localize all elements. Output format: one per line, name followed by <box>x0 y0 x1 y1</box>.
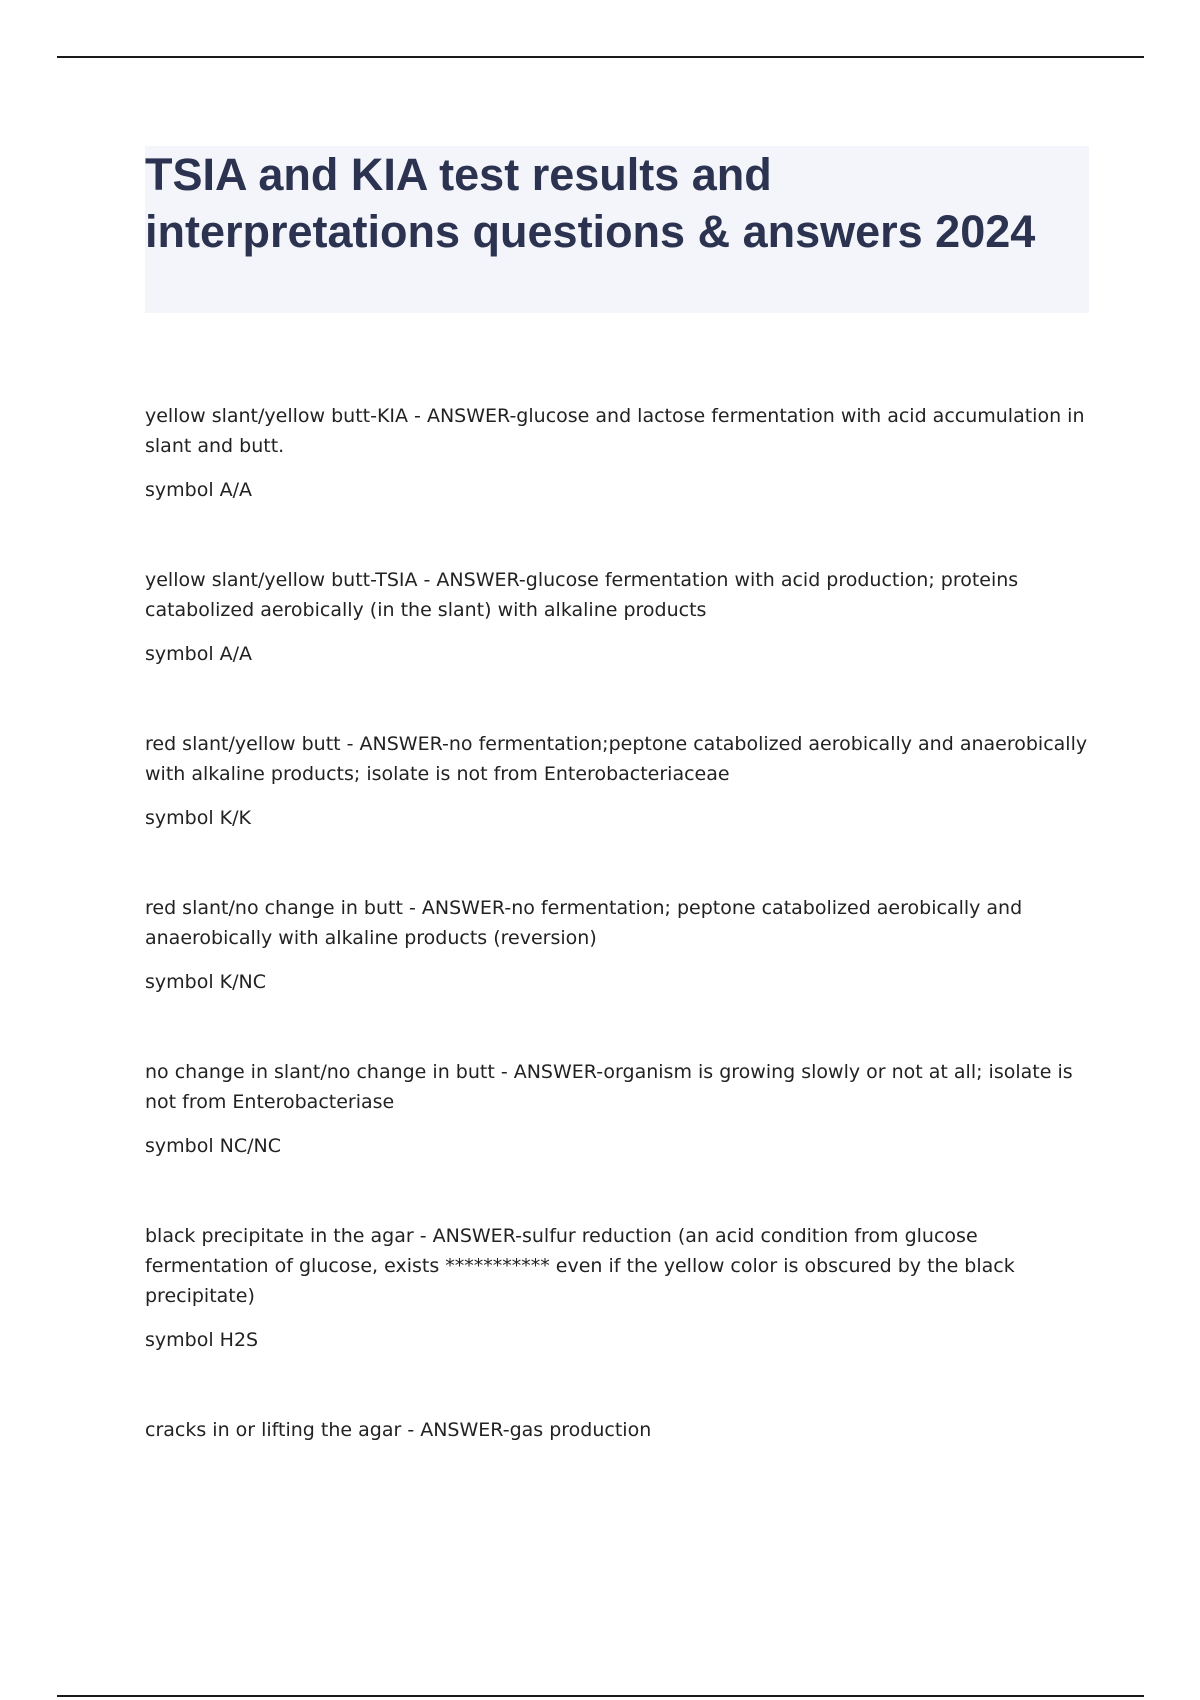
qa-symbol: symbol K/NC <box>145 971 266 993</box>
footer-rule <box>57 1695 1144 1697</box>
qa-symbol: symbol NC/NC <box>145 1135 282 1157</box>
qa-text: yellow slant/yellow butt-TSIA - ANSWER-glucose fermentation with acid production; proteins catabolized aerobically (in the slant) with alkaline products <box>145 569 1019 621</box>
qa-symbol: symbol A/A <box>145 643 253 665</box>
qa-entry <box>145 401 1089 505</box>
qa-symbol: symbol H2S <box>145 1329 259 1351</box>
qa-entry <box>145 893 1089 997</box>
qa-text: no change in slant/no change in butt - ANSWER-organism is growing slowly or not at all; isolate is not from Enterobacteriase <box>145 1061 1073 1113</box>
qa-entry <box>145 1415 1089 1445</box>
header-rule <box>57 56 1144 58</box>
document-title: TSIA and KIA test results and interpretations questions & answers 2024 <box>145 149 1036 257</box>
qa-entry <box>145 1057 1089 1161</box>
qa-symbol: symbol A/A <box>145 479 253 501</box>
qa-text: black precipitate in the agar - ANSWER-sulfur reduction (an acid condition from glucose fermentation of glucose, exists *********** even if the yellow color is obscured by the black precipitate) <box>145 1225 1015 1307</box>
qa-text: red slant/yellow butt - ANSWER-no fermentation;peptone catabolized aerobically and anaerobically with alkaline products; isolate is not from Enterobacteriaceae <box>145 733 1088 785</box>
title-banner <box>145 146 1089 313</box>
qa-symbol: symbol K/K <box>145 807 251 829</box>
qa-text: cracks in or lifting the agar - ANSWER-gas production <box>145 1419 652 1441</box>
qa-text: yellow slant/yellow butt-KIA - ANSWER-glucose and lactose fermentation with acid accumulation in slant and butt. <box>145 405 1085 457</box>
qa-text: red slant/no change in butt - ANSWER-no fermentation; peptone catabolized aerobically and anaerobically with alkaline products (reversion) <box>145 897 1023 949</box>
qa-entry <box>145 729 1089 833</box>
qa-list <box>145 401 1089 1505</box>
qa-entry <box>145 1221 1089 1355</box>
qa-entry <box>145 565 1089 669</box>
